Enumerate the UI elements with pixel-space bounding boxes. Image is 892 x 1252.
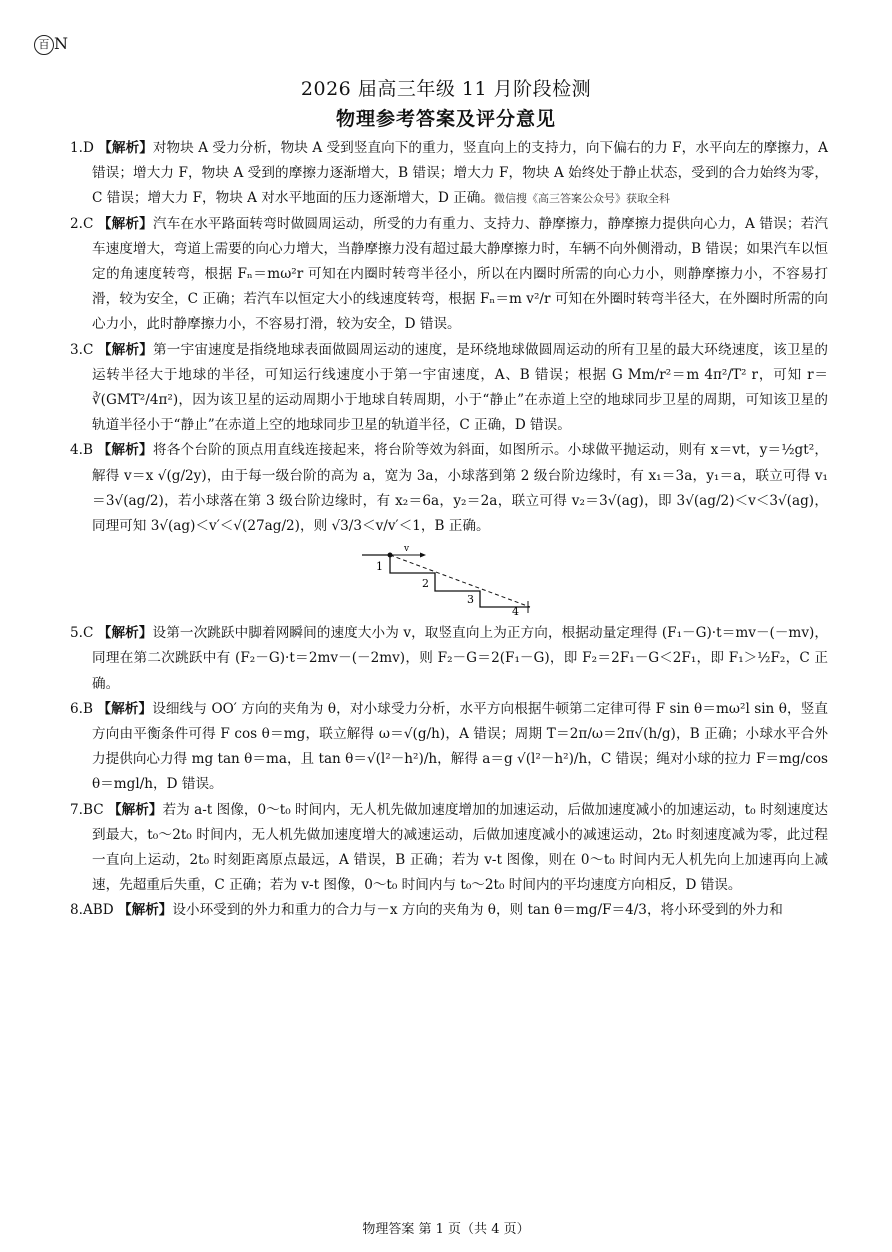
analysis-tag: 【解析】 [97,700,153,717]
answer-number: 4.B [70,442,93,459]
slope-line [390,555,530,607]
answer-number: 3.C [70,341,94,358]
answer-text: 设第一次跳跃中脚着网瞬间的速度大小为 v，取竖直向上为正方向，根据动量定理得 (F₁－G)·t＝mv－(－mv)，同理在第二次跳跃中有 (F₂－G)·t＝2mv－(－2mv)，则 F₂－G＝2(F₁－G)，即 F₂＝2F₁－G＜2F₁，即 F₁＞½F₂，C 正确。 [92,625,828,692]
page-subtitle: 物理参考答案及评分意见 [335,108,556,130]
answer-number: 8.ABD [70,902,114,919]
step-label-3: 3 [467,593,474,607]
answer-number: 2.C [70,215,94,232]
analysis-tag: 【解析】 [97,341,154,358]
answer-item-5 [70,621,828,697]
velocity-arrowhead [420,553,426,558]
stairs-outline [362,555,530,607]
answer-text: 第一宇宙速度是指绕地球表面做圆周运动的速度，是环绕地球做圆周运动的所有卫星的最大环绕速度，该卫星的运转半径大于地球的半径，可知运行线速度小于第一宇宙速度，A、B 错误；根据 G Mm/r²＝m 4π²/T² r，可知 r＝∛(GMT²/4π²)，因为该卫星的运动周期小于地球自转周期，小于“静止”在赤道上空的地球同步卫星的周期，可知该卫星的轨道半径小于“静止”在赤道上空的地球同步卫星的轨道半径，C 正确，D 错误。 [92,341,829,434]
analysis-tag: 【解析】 [97,215,153,232]
analysis-tag: 【解析】 [97,442,153,459]
answer-item-3 [70,338,828,439]
step-label-4: 4 [512,605,519,616]
answer-text: 若为 a-t 图像，0～t₀ 时间内，无人机先做加速度增加的加速运动，后做加速度减小的加速运动，t₀ 时刻速度达到最大，t₀～2t₀ 时间内，无人机先做加速度增大的减速运动，后做加速度减小的减速运动，2t₀ 时刻速度减为零，此过程一直向上运动，2t₀ 时刻距离原点最远，A 错误，B 正确；若为 v-t 图像，则在 0～t₀ 时间内无人机先向上加速再向上减速，先超重后失重，C 正确；若为 v-t 图像，0～t₀ 时间内与 t₀～2t₀ 时间内的平均速度方向相反，D 错误。 [92,801,828,894]
answer-item-8 [70,898,828,923]
answer-text: 将各个台阶的顶点用直线连接起来，将台阶等效为斜面，如图所示。小球做平抛运动，则有 x＝vt，y＝½gt²，解得 v＝x √(g/2y)，由于每一级台阶的高为 a，宽为 3a，小球落到第 2 级台阶边缘时，有 x₁＝3a，y₁＝a，联立可得 v₁＝3√(ag/2)，若小球落在第 3 级台阶边缘时，有 x₂＝6a，y₂＝2a，联立可得 v₂＝3√(ag)，即 3√(ag/2)＜v＜3√(ag)，同理可知 3√(ag)＜v′＜√(27ag/2)，则 √3/3＜v/v′＜1，B 正确。 [92,442,828,535]
velocity-label: v [404,544,410,555]
step-label-2: 2 [422,577,429,591]
logo: 百 N [34,34,68,55]
answer-item-1 [70,136,828,212]
stairs-diagram [360,543,540,615]
answer-text: 设小环受到的外力和重力的合力与－x 方向的夹角为 θ，则 tan θ＝mg/F＝4/3，将小环受到的外力和 [172,902,783,919]
answer-text: 汽车在水平路面转弯时做圆周运动，所受的力有重力、支持力、静摩擦力，静摩擦力提供向心力，A 错误；若汽车速度增大，弯道上需要的向心力增大，当静摩擦力没有超过最大静摩擦力时，车辆不向外侧滑动，B 错误；如果汽车以恒定的角速度转弯，根据 Fₙ＝mω²r 可知在内圈时转弯半径小，所以在内圈时所需的向心力小，则静摩擦力小，不容易打滑，较为安全，C 正确；若汽车以恒定大小的线速度转弯，根据 Fₙ＝m v²/r 可知在外圈时转弯半径大，在外圈时所需的向心力小，此时静摩擦力小，不容易打滑，较为安全，D 错误。 [92,215,828,333]
answer-number: 5.C [70,625,94,642]
page-title: 2026 届高三年级 11 月阶段检测 [300,78,592,100]
answer-item-7 [70,798,828,899]
analysis-tag: 【解析】 [97,625,153,642]
analysis-tag: 【解析】 [107,801,163,818]
answer-number: 6.B [70,700,93,717]
step-label-1: 1 [376,560,383,574]
page-footer: 物理答案 第 1 页（共 4 页） [362,1222,530,1237]
analysis-tag: 【解析】 [118,902,173,919]
stairs-figure [70,543,830,619]
answer-number: 1.D [70,140,94,156]
logo-mark: 百 [34,35,54,55]
answer-content [70,136,828,924]
answer-number: 7.BC [70,801,104,818]
analysis-tag: 【解析】 [98,140,153,156]
answer-item-4 [70,438,828,539]
watermark-note: 微信搜《高三答案公众号》获取全科 [494,192,670,206]
answer-text: 设细线与 OO′ 方向的夹角为 θ，对小球受力分析，水平方向根据牛顿第二定律可得 F sin θ＝mω²l sin θ，竖直方向由平衡条件可得 F cos θ＝mg，联立解得 ω＝√(g/h)，A 错误；周期 T＝2π/ω＝2π√(h/g)，B 正确；小球水平合外力提供向心力得 mg tan θ＝ma，且 tan θ＝√(l²－h²)/h，解得 a＝g √(l²－h²)/h，C 错误；绳对小球的拉力 F＝mg/cos θ＝mgl/h，D 错误。 [92,700,829,793]
answer-item-6 [70,697,828,798]
answer-item-2 [70,212,828,338]
answer-text: 对物块 A 受力分析，物块 A 受到竖直向下的重力，竖直向上的支持力，向下偏右的力 F，水平向左的摩擦力，A 错误；增大力 F，物块 A 受到的摩擦力逐渐增大，B 错误；增大力 F，物块 A 始终处于静止状态，受到的合力始终为零，C 错误；增大力 F，物块 A 对水平地面的压力逐渐增大，D 正确。 [92,140,828,207]
